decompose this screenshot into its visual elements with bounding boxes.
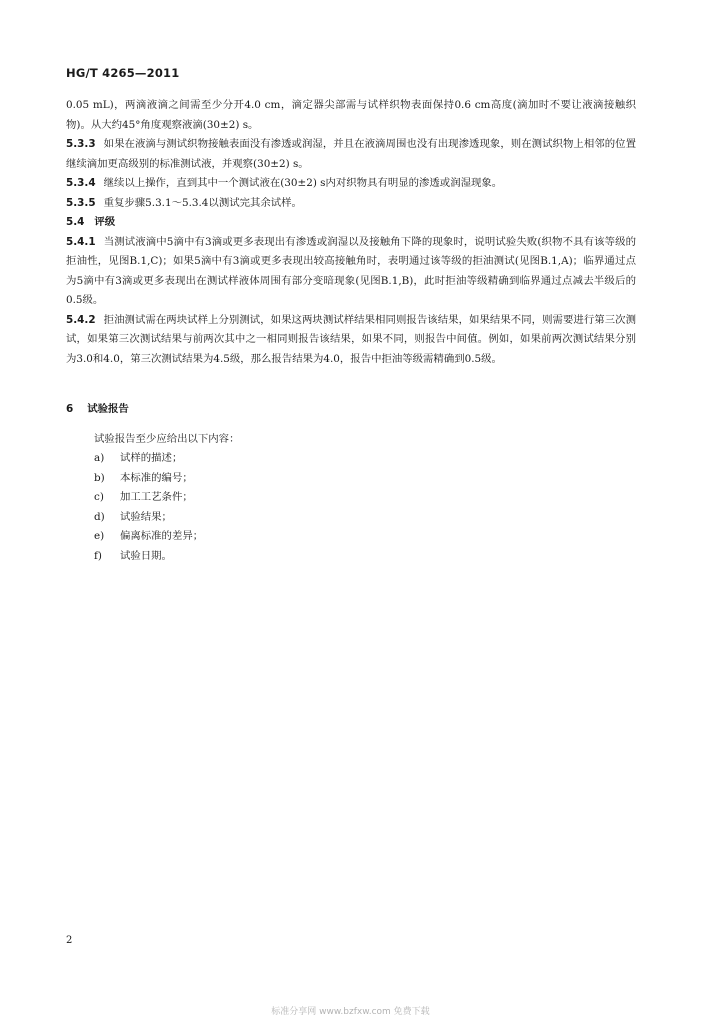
clause-number: 5.4	[66, 216, 85, 228]
site-watermark: 标准分享网 www.bzfxw.com 免费下载	[271, 1007, 430, 1017]
section-title: 试验报告	[87, 403, 129, 415]
report-items-list	[66, 449, 636, 566]
clause-5-4-1	[66, 233, 636, 311]
clause-number: 5.4.2	[66, 313, 96, 326]
clause-text: 当测试液滴中5滴中有3滴或更多表现出有渗透或润湿以及接触角下降的现象时，说明试验失败(织物不具有该等级的拒油性，见图B.1,C)；如果5滴中有3滴或更多表现出较高接触角时，表明通过该等级的拒油测试(见图B.1,A)；临界通过点为5滴中有3滴或更多表现出在测试样液体周围有部分变暗现象(见图B.1,B)，此时拒油等级精确到临界通过点减去半级后的0.5级。	[66, 235, 636, 306]
list-item-text: 偏离标准的差异；	[120, 530, 204, 542]
list-item	[94, 449, 636, 469]
list-item	[94, 508, 636, 528]
clause-5-4-2	[66, 311, 636, 370]
list-item	[94, 547, 636, 567]
clause-5-content	[66, 96, 636, 369]
clause-number: 5.4.1	[66, 235, 96, 248]
clause-5-3-4	[66, 174, 636, 194]
list-marker: f)	[94, 549, 102, 562]
section-intro: 试验报告至少应给出以下内容：	[94, 432, 240, 445]
page-number: 2	[66, 935, 73, 946]
clause-5-3-3	[66, 135, 636, 174]
paragraph-continuation	[66, 96, 636, 135]
list-item-text: 试验结果；	[120, 510, 172, 523]
list-marker: e)	[94, 530, 105, 542]
clause-number: 5.3.4	[66, 177, 96, 189]
clause-text: 如果在液滴与测试织物接触表面没有渗透或润湿，并且在液滴周围也没有出现渗透现象，则在测试织物上相邻的位置继续滴加更高级别的标准测试液，并观察(30±2) s。	[66, 138, 636, 170]
section-6-test-report	[66, 400, 636, 566]
clause-number: 5.3.5	[66, 196, 96, 209]
clause-text: 重复步骤5.3.1～5.3.4以测试完其余试样。	[103, 196, 302, 209]
list-marker: a)	[94, 452, 105, 464]
list-marker: c)	[94, 491, 104, 503]
list-item	[94, 488, 636, 508]
list-marker: b)	[94, 471, 105, 484]
list-item	[94, 469, 636, 489]
list-item-text: 本标准的编号；	[120, 471, 193, 484]
clause-text: 继续以上操作，直到其中一个测试液在(30±2) s内对织物具有明显的渗透或润湿现象。	[103, 177, 503, 189]
standard-code-header: HG/T 4265—2011	[66, 66, 180, 80]
section-heading	[66, 400, 636, 420]
clause-5-4-heading	[66, 213, 636, 233]
list-marker: d)	[94, 510, 105, 523]
list-item-text: 加工工艺条件；	[120, 491, 193, 503]
paragraph-text: 0.05 mL)，两滴液滴之间需至少分开4.0 cm，滴定器尖部需与试样织物表面保持0.6 cm高度(滴加时不要让液滴接触织物)。从大约45°角度观察液滴(30±2) s。	[66, 99, 636, 131]
clause-heading-text: 评级	[94, 216, 116, 228]
clause-text: 拒油测试需在两块试样上分别测试，如果这两块测试样结果相同则报告该结果，如果结果不同，则需要进行第三次测试，如果第三次测试结果与前两次其中之一相同则报告该结果，如果不同，则报告中间值。例如，如果前两次测试结果分别为3.0和4.0，第三次测试结果为4.5级，那么报告结果为4.0，报告中拒油等级需精确到0.5级。	[66, 313, 636, 365]
clause-5-3-5	[66, 194, 636, 214]
clause-number: 5.3.3	[66, 138, 96, 150]
list-item-text: 试样的描述；	[120, 452, 183, 464]
section-number: 6	[66, 403, 74, 415]
list-item-text: 试验日期。	[120, 549, 172, 562]
list-item	[94, 527, 636, 547]
